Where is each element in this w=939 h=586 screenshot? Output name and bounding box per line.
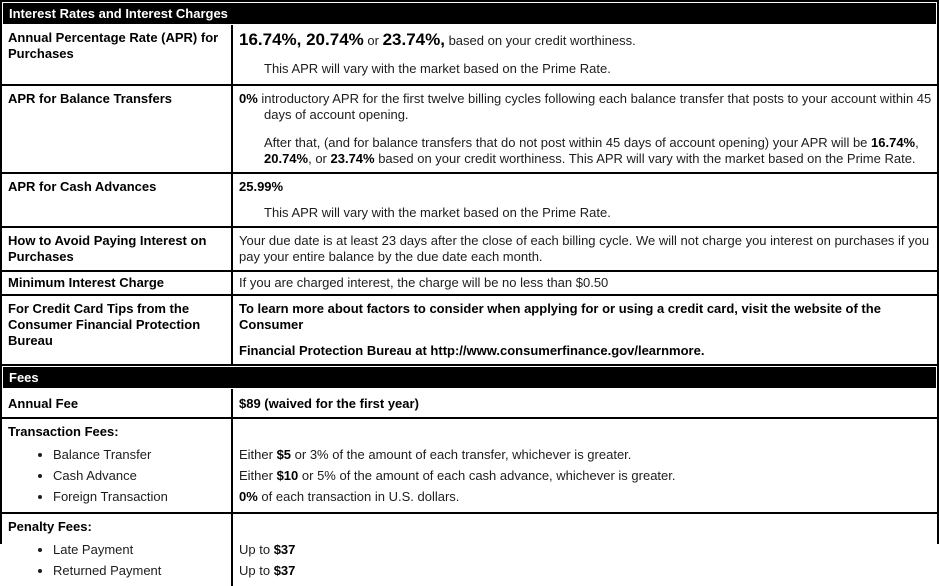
penalty-fees-values xyxy=(233,514,937,586)
avoid-paying-interest-text: Your due date is at least 23 days after the close of each billing cycle. We will not charge you interest on purchases if you pay your entire balance by the due date each month. xyxy=(239,233,930,264)
late-payment-fee: Up to $37 xyxy=(239,542,296,557)
avoid-paying-interest-value xyxy=(233,228,937,270)
apr-balance-transfers-value xyxy=(233,86,937,172)
apr-cash-advances-value xyxy=(233,174,937,226)
minimum-interest-charge-value xyxy=(233,272,937,294)
row-apr-cash-advances xyxy=(2,174,937,228)
transaction-fees-values xyxy=(233,419,937,512)
cfpb-tips-value xyxy=(233,296,937,364)
minimum-interest-charge-label: Minimum Interest Charge xyxy=(2,272,233,294)
apr-balance-transfers-label: APR for Balance Transfers xyxy=(2,86,233,172)
row-avoid-paying-interest xyxy=(2,228,937,272)
row-penalty-fees xyxy=(2,514,937,586)
apr-cash-advances-label: APR for Cash Advances xyxy=(2,174,233,226)
apr-purchases-label: Annual Percentage Rate (APR) for Purchases xyxy=(2,25,233,84)
section-header-interest-rates xyxy=(2,2,937,25)
section-header-fees xyxy=(2,366,937,389)
minimum-interest-charge-text: If you are charged interest, the charge will be no less than $0.50 xyxy=(239,275,609,290)
annual-fee-label: Annual Fee xyxy=(2,389,233,417)
cash-advance-fee: Either $10 or 5% of the amount of each cash advance, whichever is greater. xyxy=(239,468,676,483)
annual-fee-text: $89 (waived for the first year) xyxy=(239,396,419,411)
cfpb-tips-label: For Credit Card Tips from the Consumer Financial Protection Bureau xyxy=(2,296,233,364)
foreign-transaction-fee: 0% of each transaction in U.S. dollars. xyxy=(239,489,460,504)
list-item-balance-transfer: • Balance Transfer xyxy=(53,444,227,465)
list-item-returned-payment: • Returned Payment xyxy=(53,560,227,581)
apr-balance-transfers-intro: 0% introductory APR for the first twelve billing cycles following each balance transfer that posts to your account within 45 days of account opening. xyxy=(239,91,932,122)
penalty-fees-list xyxy=(8,539,227,581)
penalty-fees-label: Penalty Fees: xyxy=(8,519,92,534)
apr-purchases-value xyxy=(233,25,937,84)
list-item-foreign-transaction: • Foreign Transaction xyxy=(53,486,227,507)
apr-balance-transfers-after: After that, (and for balance transfers that do not post within 45 days of account opening) your APR will be 16.74%, 20.74%, or 23.74% based on your credit worthiness. This APR will vary with the market based on the Prime Rate. xyxy=(264,135,919,166)
annual-fee-value xyxy=(233,389,937,417)
cfpb-tips-line2: Financial Protection Bureau at http://www.consumerfinance.gov/learnmore. xyxy=(239,343,705,358)
fee-spacer xyxy=(239,519,933,539)
list-item-cash-advance: • Cash Advance xyxy=(53,465,227,486)
apr-cash-advances-note: This APR will vary with the market based on the Prime Rate. xyxy=(264,205,611,220)
apr-purchases-note: This APR will vary with the market based on the Prime Rate. xyxy=(264,61,611,76)
section-header-interest-rates-label: Interest Rates and Interest Charges xyxy=(9,6,228,21)
transaction-fees-list xyxy=(8,444,227,507)
apr-cash-advances-rate: 25.99% xyxy=(239,179,284,194)
transaction-fees-label: Transaction Fees: xyxy=(8,424,119,439)
penalty-fees-label-cell xyxy=(2,514,233,586)
returned-payment-fee: Up to $37 xyxy=(239,563,296,578)
balance-transfer-fee: Either $5 or 3% of the amount of each transfer, whichever is greater. xyxy=(239,447,632,462)
row-transaction-fees xyxy=(2,419,937,514)
row-minimum-interest-charge xyxy=(2,272,937,296)
transaction-fees-label-cell xyxy=(2,419,233,512)
avoid-paying-interest-label: How to Avoid Paying Interest on Purchases xyxy=(2,228,233,270)
row-apr-purchases xyxy=(2,25,937,86)
row-apr-balance-transfers xyxy=(2,86,937,174)
list-item-late-payment: • Late Payment xyxy=(53,539,227,560)
row-cfpb-tips xyxy=(2,296,937,366)
apr-purchases-rates: 16.74%, 20.74% or 23.74%, based on your credit worthiness. xyxy=(239,30,636,49)
section-header-fees-label: Fees xyxy=(9,370,39,385)
cfpb-tips-line1: To learn more about factors to consider when applying for or using a credit card, visit the website of the Consumer xyxy=(239,301,881,332)
fee-spacer xyxy=(239,424,933,444)
row-annual-fee xyxy=(2,389,937,419)
